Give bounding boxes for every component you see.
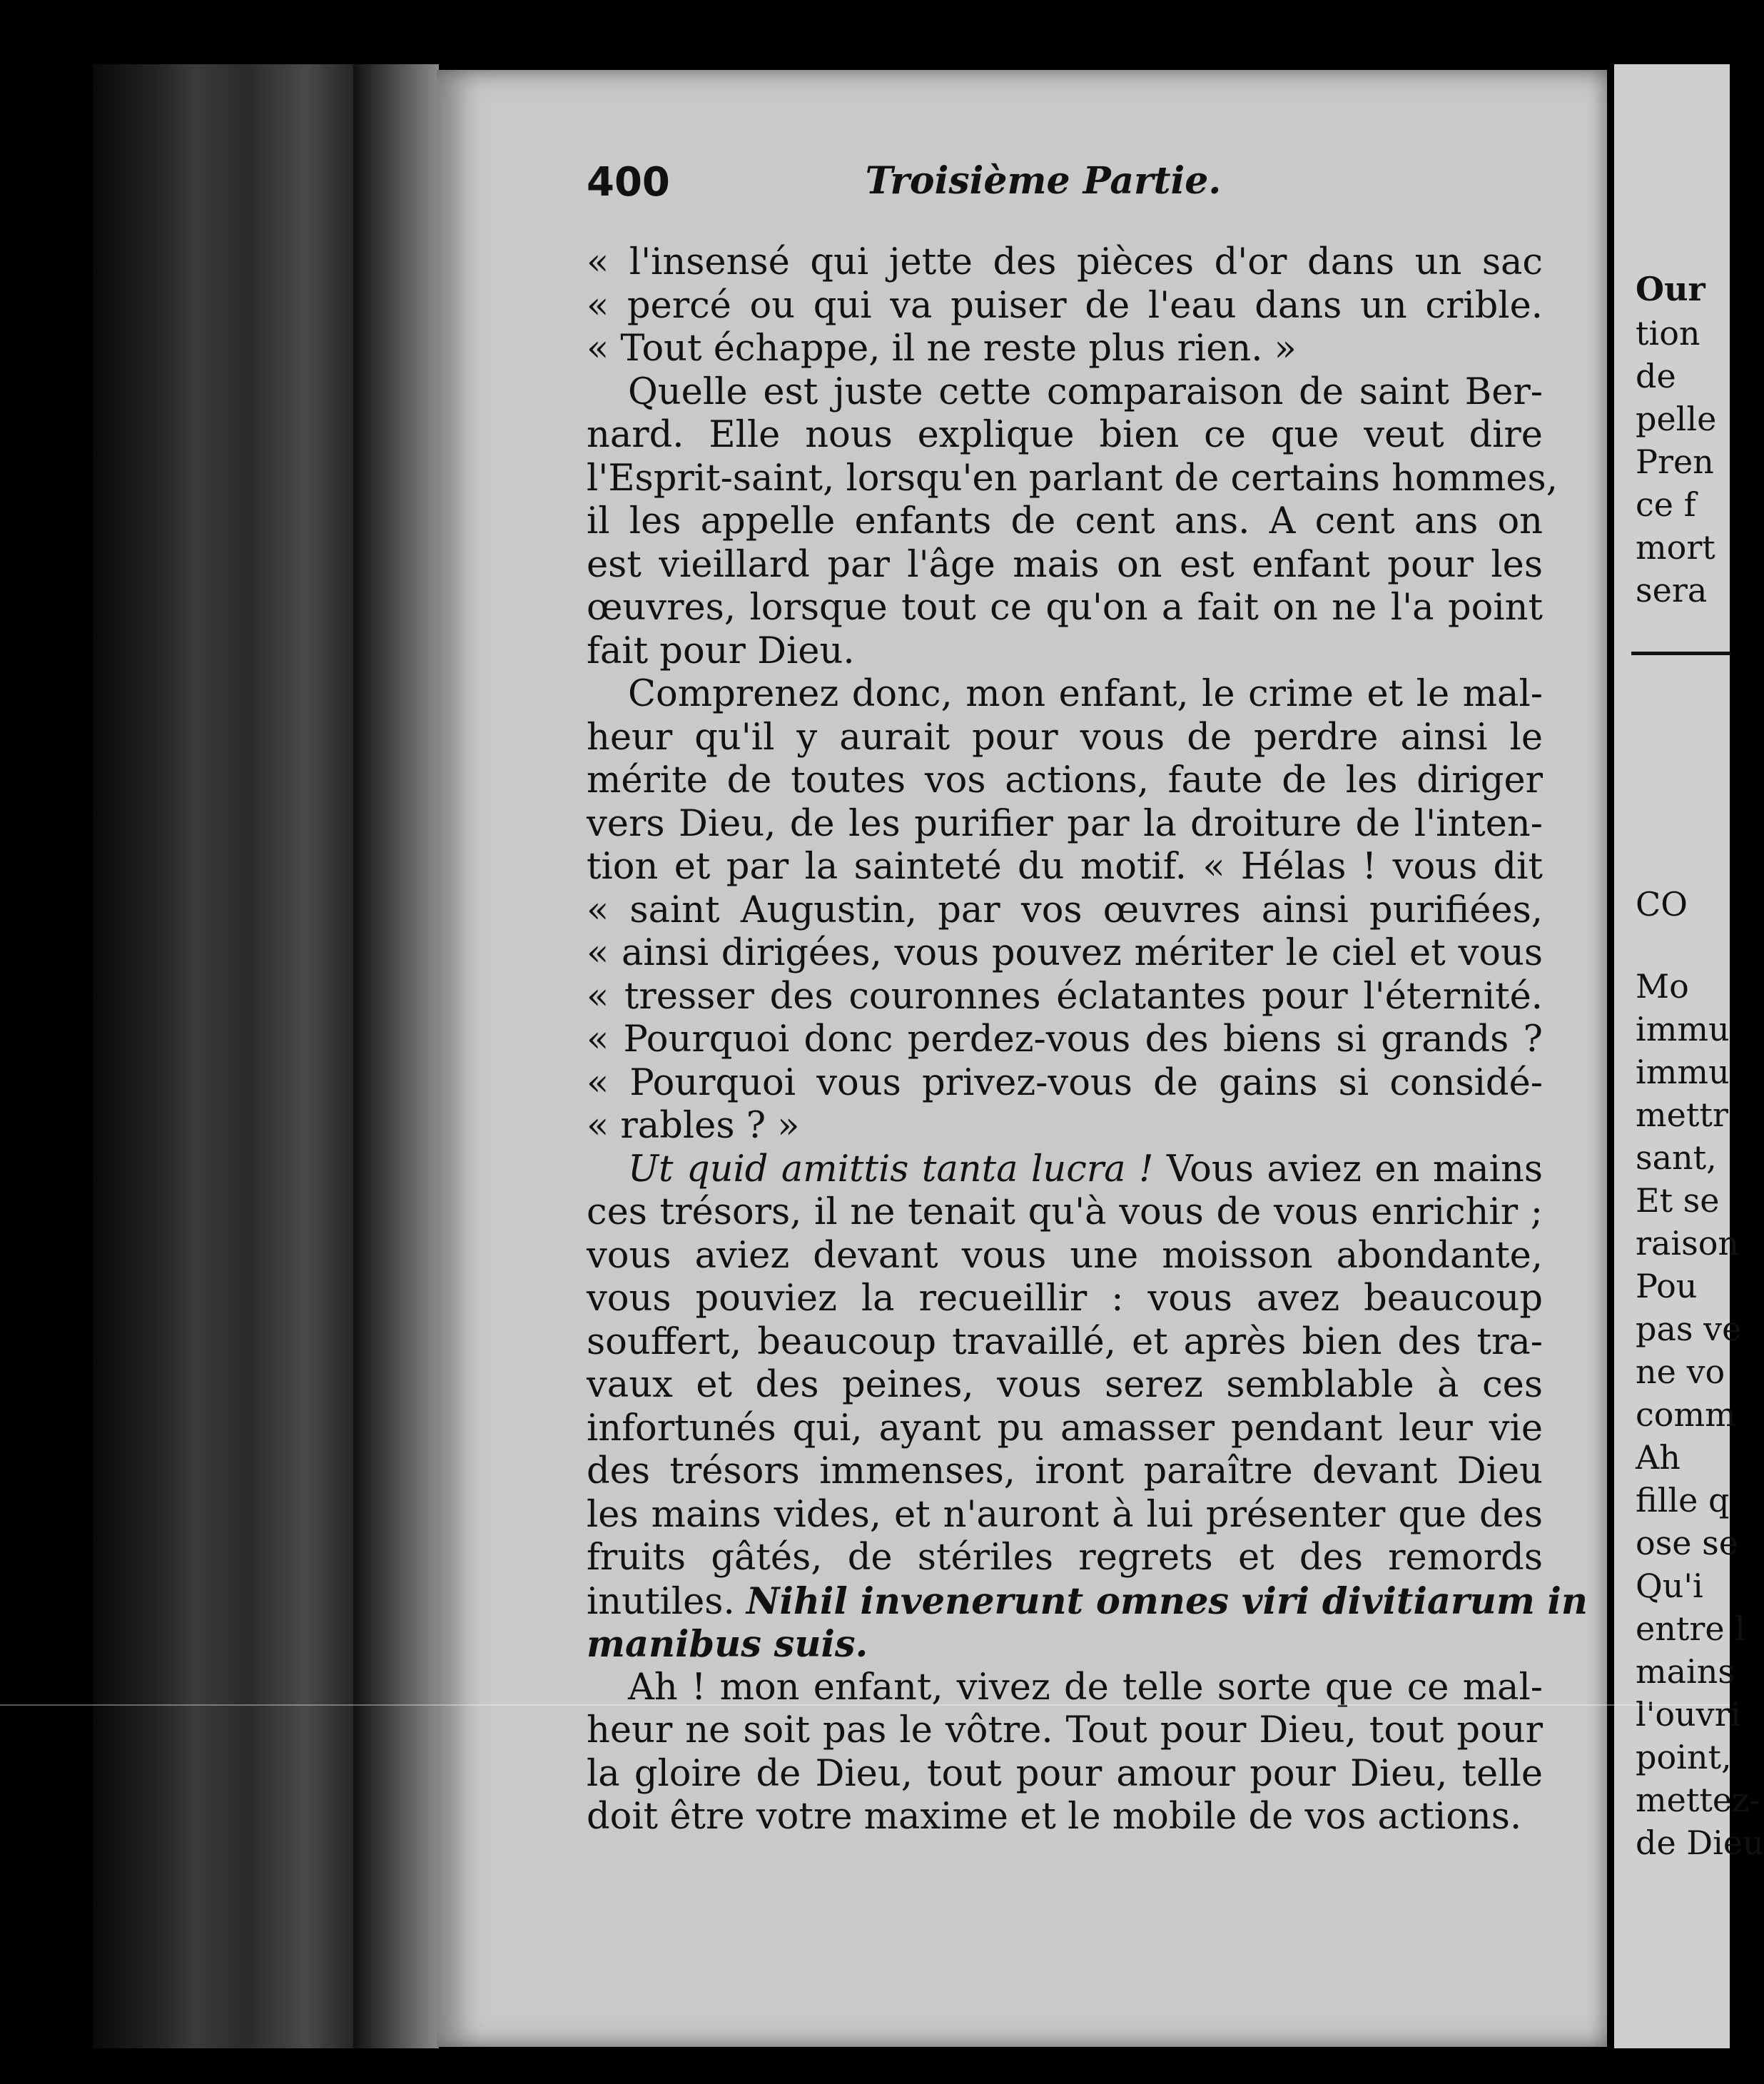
page-body [587, 241, 1588, 1839]
facing-fragment: immu [1636, 1010, 1730, 1048]
facing-fragment: Et se [1636, 1181, 1720, 1220]
text-line: vaux et des peines, vous serez semblable à ces [587, 1364, 1543, 1406]
text-line: vous aviez devant vous une moisson abondante, [587, 1234, 1543, 1277]
text-line [587, 1579, 1588, 1624]
text-line: « ainsi dirigées, vous pouvez mériter le ciel et vous [587, 932, 1543, 974]
facing-fragment: de Dieu [1636, 1824, 1764, 1862]
text-line: Comprenez donc, mon enfant, le crime et le mal- [628, 673, 1543, 715]
facing-fragment: mort [1636, 528, 1715, 567]
text-line: les mains vides, et n'auront à lui présenter que des [587, 1493, 1543, 1536]
facing-fragment: l'ouvri [1636, 1695, 1741, 1734]
text-line: nard. Elle nous explique bien ce que veut dire [587, 414, 1543, 456]
facing-fragment: ose se [1636, 1524, 1738, 1562]
text-span: Vous aviez en mains [1153, 1148, 1543, 1190]
text-line: « Tout échappe, il ne reste plus rien. » [587, 328, 1297, 370]
text-line: « saint Augustin, par vos œuvres ainsi purifiées, [587, 889, 1543, 931]
text-line: il les appelle enfants de cent ans. A cent ans on [587, 500, 1543, 542]
text-line [587, 1148, 1543, 1192]
facing-fragment: tion [1636, 314, 1700, 353]
text-line: œuvres, lorsque tout ce qu'on a fait on ne l'a point [587, 587, 1543, 629]
facing-fragment: de [1636, 357, 1676, 395]
facing-fragment: CO [1636, 885, 1688, 924]
text-line: « tresser des couronnes éclatantes pour l'éternité. [587, 975, 1543, 1018]
text-line: des trésors immenses, iront paraître devant Dieu [587, 1450, 1543, 1492]
section-rule [1631, 652, 1731, 655]
latin-quote-line: manibus suis. [587, 1623, 868, 1666]
facing-fragment: Mo [1636, 967, 1689, 1006]
latin-quote: Ut quid amittis tanta lucra ! [628, 1148, 1154, 1190]
text-line: heur ne soit pas le vôtre. Tout pour Dieu, tout pour [587, 1709, 1543, 1751]
facing-fragment: immu [1636, 1053, 1730, 1091]
text-line: la gloire de Dieu, tout pour amour pour Dieu, telle [587, 1752, 1543, 1795]
running-title: Troisième Partie. [865, 159, 1222, 203]
text-line: souffert, beaucoup travaillé, et après bien des tra- [587, 1320, 1543, 1363]
facing-fragment: Qu'i [1636, 1567, 1703, 1605]
facing-fragment: Ah [1636, 1438, 1681, 1477]
facing-fragment: Pren [1636, 442, 1714, 481]
text-line: « rables ? » [587, 1105, 800, 1147]
text-line: ces trésors, il ne tenait qu'à vous de vous enrichir ; [587, 1191, 1543, 1233]
page-header [587, 159, 1500, 223]
facing-fragment: sera [1636, 571, 1708, 609]
text-line: vers Dieu, de les purifier par la droiture de l'inten- [587, 802, 1543, 845]
text-line: infortunés qui, ayant pu amasser pendant leur vie [587, 1407, 1543, 1450]
facing-page [1614, 64, 1764, 2048]
facing-fragment: mettr [1636, 1096, 1728, 1134]
facing-fragment: sant, [1636, 1138, 1717, 1177]
text-line: « percé ou qui va puiser de l'eau dans un crible. [587, 284, 1543, 327]
text-line: Ah ! mon enfant, vivez de telle sorte que ce mal- [628, 1666, 1543, 1709]
text-line: mérite de toutes vos actions, faute de les diriger [587, 759, 1543, 801]
page-gutter [353, 64, 439, 2048]
facing-fragment: point, [1636, 1738, 1732, 1776]
text-line: heur qu'il y aurait pour vous de perdre ainsi le [587, 716, 1543, 759]
text-line: l'Esprit-saint, lorsqu'en parlant de certains hommes, [587, 457, 1558, 500]
text-line: Quelle est juste cette comparaison de saint Ber- [628, 370, 1543, 413]
facing-fragment: mains [1636, 1652, 1735, 1691]
text-line: doit être votre maxime et le mobile de vos actions. [587, 1796, 1522, 1838]
facing-fragment: Our [1636, 270, 1705, 308]
facing-fragment: comm [1636, 1395, 1736, 1434]
facing-fragment: pas ve [1636, 1310, 1742, 1348]
facing-fragment: mettez- [1636, 1781, 1760, 1819]
facing-fragment: Pou [1636, 1267, 1698, 1305]
latin-quote: Nihil invenerunt omnes viri divitiarum in [746, 1579, 1588, 1623]
text-line: tion et par la sainteté du motif. « Hélas ! vous dit [587, 846, 1543, 888]
text-line: « Pourquoi donc perdez-vous des biens si grands ? [587, 1018, 1543, 1061]
facing-fragment: ne vo [1636, 1352, 1725, 1391]
scan-artifact-line [0, 1704, 1730, 1706]
text-line: fait pour Dieu. [587, 629, 855, 672]
facing-fragment: pelle [1636, 400, 1717, 438]
text-line: fruits gâtés, de stériles regrets et des remords [587, 1537, 1543, 1579]
text-line: vous pouviez la recueillir : vous avez beaucoup [587, 1278, 1543, 1320]
facing-fragment: entre l [1636, 1609, 1745, 1648]
page-number: 400 [587, 159, 670, 206]
facing-fragment: raison [1636, 1224, 1740, 1263]
facing-fragment: ce f [1636, 485, 1696, 524]
book-page [437, 70, 1607, 2047]
facing-fragment: fille q [1636, 1481, 1730, 1519]
text-line: « l'insensé qui jette des pièces d'or dans un sac [587, 241, 1543, 283]
text-span: inutiles. [587, 1580, 746, 1623]
text-line: est vieillard par l'âge mais on est enfant pour les [587, 543, 1543, 586]
text-line: « Pourquoi vous privez-vous de gains si considé- [587, 1061, 1543, 1104]
